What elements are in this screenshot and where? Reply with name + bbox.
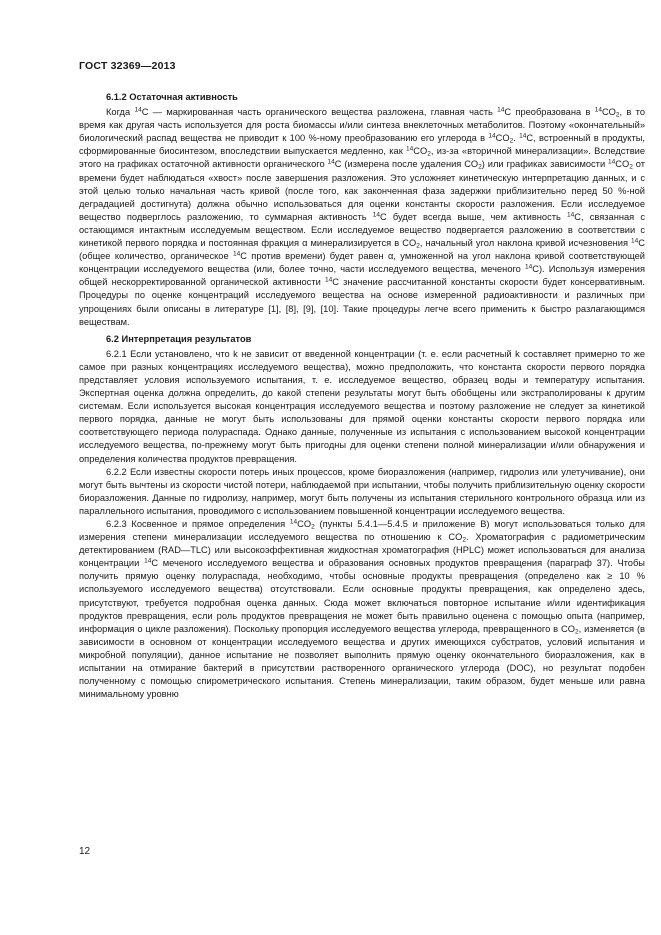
section-heading-6-1-2: 6.1.2 Остаточная активность <box>106 92 238 102</box>
paragraph-6-2-3: 6.2.3 Косвенное и прямое определения $^{14}CO_2$ (пункты 5.4.1—5.4.5 и приложение В) могут использоваться только для измерения степени минерализации исследуемого вещества по отношению к $CO_2$. Хроматография с радиометрическим детектированием (RAD—TLC) или высокоэффективная жидкостная хроматография (HPLC) может использоваться для анализа концентрации $^{14}$C меченого исследуемого вещества и образования основных продуктов превращения (параграф 37). Чтобы получить прямую оценку полураспада, необходимо, чтобы основные продукты превращения (определено как ≥ 10 % используемого исследуемого вещества) отсутствовали. Если основные продукты превращения, как определено здесь, присутствуют, требуется подробная оценка данных. Сюда может включаться повторное испытание и/или идентификация продуктов превращения, если роль продуктов превращения не может быть правильно оценена с помощью опыта (например, информация о цикле разложения). Поскольку пропорция исследуемого вещества углерода, превращенного в $CO_2$, изменяется (в зависимости в основном от концентрации исследуемого вещества и других имеющихся субстратов, условий испытания и микробной популяции), данное испытание не позволяет выполнить прямую оценку окончательного биоразложения, как в испытании на отмирание бактерий в присутствии растворенного органического углерода (DOC), но результат подобен полученному с помощью спирометрического испытания. Степень минерализации, таким образом, будет меньше или равна минимальному уровню <box>79 518 646 700</box>
paragraph-6-2-2: 6.2.2 Если известны скорости потерь иных процессов, кроме биоразложения (например, гидролиз или улетучивание), они могут быть вычтены из скорости чистой потери, наблюдаемой при испытании, чтобы получить приблизительную оценку скорости биоразложения. Данные по гидролизу, например, могут быть получены из испытания стерильного контрольного образца или из параллельного испытания, проводимого с использованием повышенной концентрации исследуемого вещества. <box>79 466 645 516</box>
page-number: 12 <box>79 846 91 857</box>
paragraph-6-2-1: 6.2.1 Если установлено, что k не зависит от введенной концентрации (т. е. если расчетный k составляет примерно то же самое при разных концентрациях исследуемого вещества), можно предположить, что константа скорости первого порядка представляет условия используемого испытания, т. е. исследуемое вещество, образец воды и температуру испытания. Экспертная оценка должна определить, до какой степени результаты могут быть обобщены или экстраполированы к другим системам. Если используется высокая концентрация исследуемого вещества и поэтому разложение не следует за кинетикой первого порядка, данные не могут быть использованы для прямой оценки константы скорости первого порядка или соответствующего периода полураспада. Однако данные, полученные из испытания с использованием высокой концентрации исследуемого вещества, по-прежнему могут быть пригодны для оценки степени полной минерализации и/или обнаружения и определения количества продуктов превращения. <box>79 348 645 464</box>
section-heading-6-2: 6.2 Интерпретация результатов <box>106 333 252 344</box>
page-body <box>79 91 645 701</box>
document-header: ГОСТ 32369—2013 <box>79 60 176 72</box>
paragraph-residual-activity: Когда $^{14}$C — маркированная часть органического вещества разложена, главная часть $^{14}$C преобразована в $^{14}CO_2$, в то время как другая часть используется для роста биомассы и/или синтеза внеклеточных метаболитов. Поэтому «окончательный» биологический распад вещества не приводит к 100 %-ному преобразованию его углерода в $^{14}CO_2$. $^{14}$C, встроенный в продукты, сформированные биосинтезом, впоследствии выпускается медленно, как $^{14}CO_2$, из-за «вторичной минерализации». Вследствие этого на графиках остаточной активности органического $^{14}$C (измерена после удаления $CO_2$) или графиках зависимости $^{14}CO_2$ от времени будет наблюдаться «хвост» после завершения разложения. Это усложняет кинетическую интерпретацию данных, и с этой целью только начальная часть кривой (после того, как законченная фаза задержки приблизительно перед 50 %-ной деградацией достигнута) должна обычно использоваться для оценки константы скорости разложения. Если исследуемое вещество подверглось разложению, то суммарная активность $^{14}$C будет всегда выше, чем активность $^{14}$C, связанная с остающимся интактным исследуемым веществом. Если исследуемое вещество подвергается разложению в соответствии с кинетикой первого порядка и постоянная фракция α минерализируется в $CO_2$, начальный угол наклона кривой исчезновения $^{14}$C (общее количество, органическое $^{14}$C против времени) будет равен α, умноженной на угол наклона кривой соответствующей концентрации исследуемого вещества (или, более точно, части исследуемого вещества, меченого $^{14}$C). Используя измерения общей нескорректированной органической активности $^{14}$C значение рассчитанной константы скорости будет консервативным. Процедуры по оценке концентраций исследуемого вещества на основе измеренной радиоактивности и различных при упрощениях были описаны в литературе [1], [8], [9], [10]. Такие процедуры легче всего применить к быстро разлагающимся веществам. <box>79 106 645 327</box>
